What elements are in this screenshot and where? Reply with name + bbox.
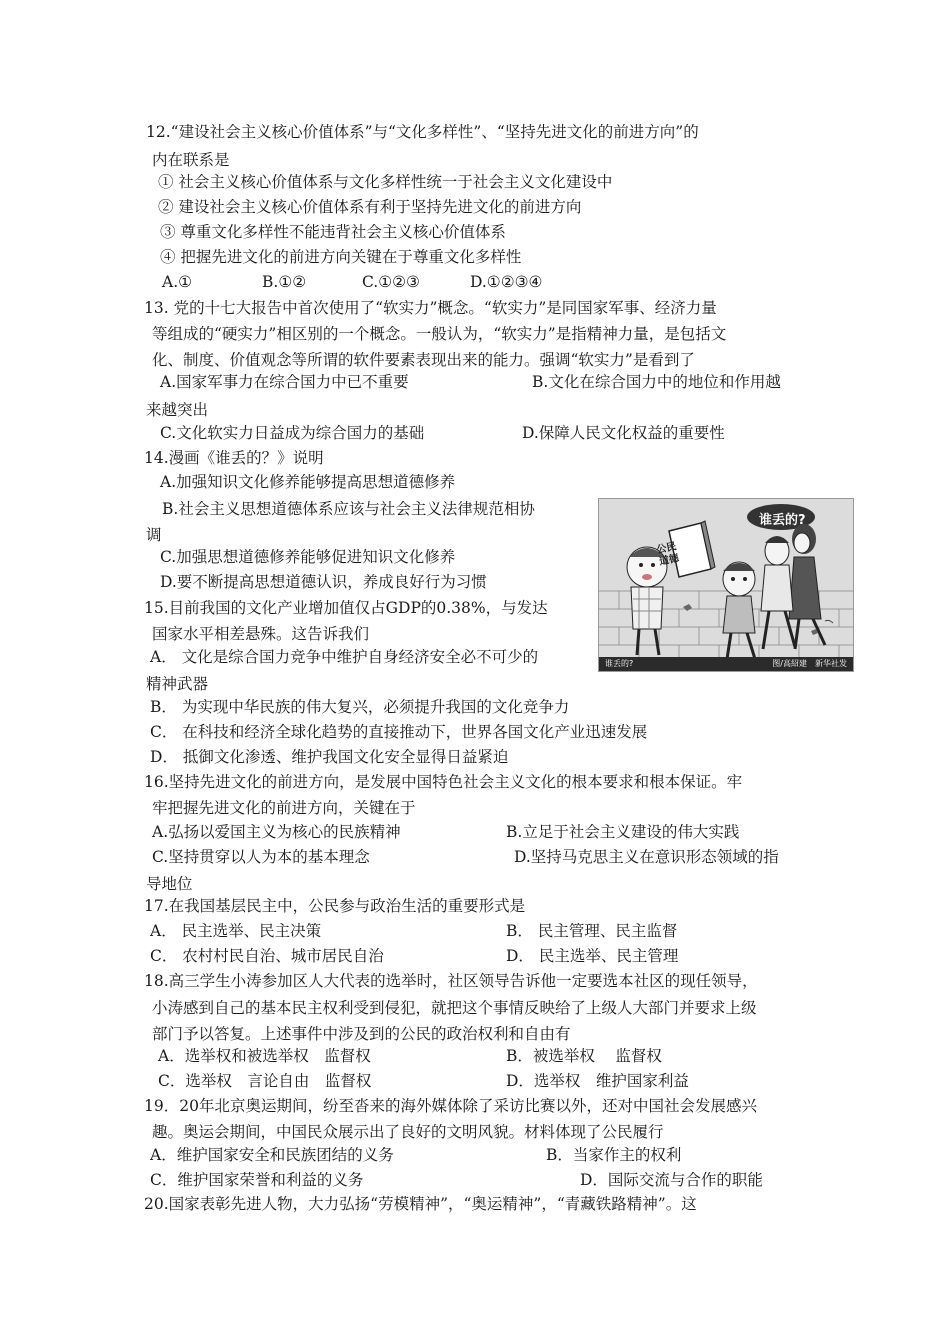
q13-stem-line2: 等组成的“硬实力”相区别的一个概念。一般认为，“软实力”是指精神力量，是包括文 — [152, 325, 727, 343]
cartoon-bubble-text: 谁丢的? — [759, 513, 806, 528]
q18-stem-line2: 小涛感到自己的基本民主权利受到侵犯，就把这个事情反映给了上级人大部门并要求上级 — [152, 999, 757, 1017]
cartoon-caption-credit: 图/高紹建 新华社发 — [772, 659, 847, 668]
q13-option-a: A.国家军事力在综合国力中已不重要 — [160, 373, 409, 391]
q13-option-b: B.文化在综合国力中的地位和作用越 — [532, 373, 781, 391]
cartoon-caption-bar — [599, 657, 853, 671]
q12-statement-1: ① 社会主义核心价值体系与文化多样性统一于社会主义文化建设中 — [158, 173, 613, 191]
q19-stem-line2: 趣。奥运会期间，中国民众展示出了良好的文明风貌。材料体现了公民履行 — [152, 1123, 664, 1141]
q12-statement-2: ② 建设社会主义核心价值体系有利于坚持先进文化的前进方向 — [158, 198, 582, 216]
q18-option-b: B．被选举权 监督权 — [506, 1047, 662, 1065]
q19-option-b: B．当家作主的权利 — [546, 1146, 682, 1164]
q15-option-a-cont: 精神武器 — [146, 675, 209, 693]
q14-option-b-cont: 调 — [146, 526, 162, 544]
q12-statement-3: ③ 尊重文化多样性不能违背社会主义核心价值体系 — [160, 223, 506, 241]
q19-stem-line1: 19．20年北京奥运期间，纷至沓来的海外媒体除了采访比赛以外，还对中国社会发展感兴 — [144, 1097, 757, 1115]
q13-stem-line1: 13. 党的十七大报告中首次使用了“软实力”概念。“软实力”是同国家军事、经济力量 — [144, 299, 717, 317]
q15-option-c: C． 在科技和经济全球化趋势的直接推动下，世界各国文化产业迅速发展 — [150, 723, 648, 741]
q17-option-c: C． 农村村民自治、城市居民自治 — [150, 947, 384, 965]
q16-stem-line1: 16.坚持先进文化的前进方向，是发展中国特色社会主义文化的根本要求和根本保证。牢 — [144, 773, 743, 791]
q13-option-b-cont: 来越突出 — [146, 401, 209, 419]
q16-stem-line2: 牢把握先进文化的前进方向，关键在于 — [152, 799, 416, 817]
q14-option-c: C.加强思想道德修养能够促进知识文化修养 — [160, 548, 456, 566]
q19-option-d: D．国际交流与合作的职能 — [580, 1171, 763, 1189]
q16-option-c: C.坚持贯穿以人为本的基本理念 — [152, 848, 370, 866]
q14-option-a: A.加强知识文化修养能够提高思想道德修养 — [160, 473, 456, 491]
q17-stem: 17.在我国基层民主中，公民参与政治生活的重要形式是 — [144, 897, 526, 915]
q19-option-c: C．维护国家荣誉和利益的义务 — [150, 1171, 364, 1189]
q14-stem: 14.漫画《谁丢的？》说明 — [144, 449, 324, 467]
q13-stem-line3: 化、制度、价值观念等所谓的软件要素表现出来的能力。强调“软实力”是看到了 — [152, 351, 695, 369]
q13-option-d: D.保障人民文化权益的重要性 — [522, 424, 725, 442]
q15-stem-line2: 国家水平相差悬殊。这告诉我们 — [152, 625, 370, 643]
cartoon-book-label: 公民道德 — [655, 541, 681, 568]
q12-option-c: C.①②③ — [362, 273, 420, 291]
cartoon-drawing — [599, 499, 853, 671]
q14-option-d: D.要不断提高思想道德认识，养成良好行为习惯 — [160, 573, 487, 591]
q18-stem-line1: 18.高三学生小涛参加区人大代表的选举时，社区领导告诉他一定要选本社区的现任领导， — [144, 972, 758, 990]
q14-option-b: B.社会主义思想道德体系应该与社会主义法律规范相协 — [162, 500, 535, 518]
q12-option-d: D.①②③④ — [470, 273, 543, 291]
q15-stem-line1: 15.目前我国的文化产业增加值仅占GDP的0.38%，与发达 — [144, 599, 548, 617]
q17-option-d: D． 民主选举、民主管理 — [506, 947, 679, 965]
q17-option-a: A． 民主选举、民主决策 — [150, 922, 322, 940]
q12-stem-line1: 12.“建设社会主义核心价值体系”与“文化多样性”、“坚持先进文化的前进方向”的 — [146, 123, 699, 141]
q17-option-b: B． 民主管理、民主监督 — [506, 922, 678, 940]
q18-stem-line3: 部门予以答复。上述事件中涉及到的公民的政治权利和自由有 — [152, 1025, 571, 1043]
q12-statement-4: ④ 把握先进文化的前进方向关键在于尊重文化多样性 — [160, 248, 522, 266]
q18-option-c: C．选举权 言论自由 监督权 — [158, 1072, 372, 1090]
q12-option-a: A.① — [162, 273, 193, 291]
q12-option-b: B.①② — [262, 273, 307, 291]
q13-option-c: C.文化软实力日益成为综合国力的基础 — [160, 424, 425, 442]
q15-option-b: B． 为实现中华民族的伟大复兴，必须提升我国的文化竞争力 — [150, 698, 570, 716]
cartoon-caption-title: 谁丢的? — [605, 659, 634, 668]
q12-stem-line2: 内在联系是 — [152, 151, 230, 169]
q15-option-a: A． 文化是综合国力竞争中维护自身经济安全必不可少的 — [150, 648, 539, 666]
q16-option-d: D.坚持马克思主义在意识形态领域的指 — [514, 848, 779, 866]
q20-stem: 20.国家表彰先进人物，大力弘扬“劳模精神”，“奥运精神”，“青藏铁路精神”。这 — [144, 1195, 697, 1213]
q16-option-a: A.弘扬以爱国主义为核心的民族精神 — [152, 823, 401, 841]
q18-option-d: D．选举权 维护国家利益 — [506, 1072, 689, 1090]
q16-option-b: B.立足于社会主义建设的伟大实践 — [506, 823, 740, 841]
q18-option-a: A．选举权和被选举权 监督权 — [158, 1047, 371, 1065]
q15-option-d: D． 抵御文化渗透、维护我国文化安全显得日益紧迫 — [150, 748, 509, 766]
cartoon-who-dropped-it — [598, 498, 854, 672]
q19-option-a: A．维护国家安全和民族团结的义务 — [150, 1146, 394, 1164]
q16-option-d-cont: 导地位 — [146, 875, 193, 893]
